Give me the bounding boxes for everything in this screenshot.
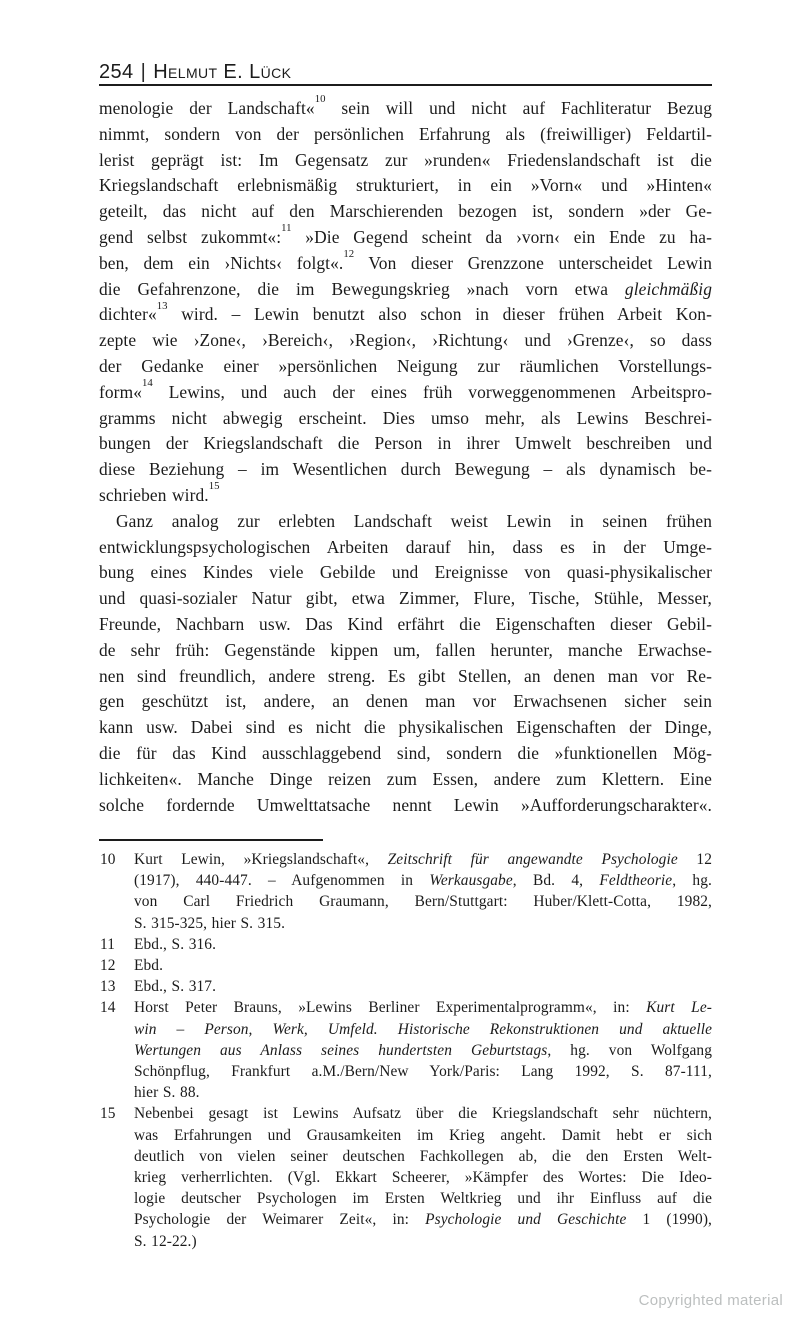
text-line: der Gedanke einer »persönlichen Neigung zur räumlichen Vorstellungs- <box>99 355 712 376</box>
text-line: kann usw. Dabei sind es nicht die physikalischen Eigenschaften der Dinge, <box>99 717 712 738</box>
text-line: diese Beziehung – im Wesentlichen durch Bewegung – als dynamisch be- <box>99 459 712 480</box>
page-header <box>99 61 291 84</box>
text-line: und quasi-sozialer Natur gibt, etwa Zimmer, Flure, Tische, Stühle, Messer, <box>99 588 712 609</box>
text-line: ben, dem ein ›Nichts‹ folgt«.$^{12}$ Von dieser Grenzzone unterscheidet Lewin <box>99 248 713 273</box>
footnote-text <box>134 934 712 955</box>
text-line: entwicklungspsychologischen Arbeiten darauf hin, dass es in der Umge- <box>99 536 712 557</box>
text-line: schrieben wird.$^{15}$ <box>99 480 220 505</box>
text-line: Ebd. <box>134 957 164 975</box>
text-line: gramms nicht abwegig erscheint. Dies umso mehr, als Lewins Beschrei- <box>99 407 712 428</box>
text-line: Kriegslandschaft erlebnismäßig strukturiert, in ein »Vorn« und »Hinten« <box>99 175 712 196</box>
footnote <box>99 934 712 955</box>
text-line: S. 315-325, hier S. 315. <box>134 914 286 932</box>
text-line: die für das Kind ausschlaggebend sind, sondern die »funktionellen Mög- <box>99 742 712 763</box>
text-line: Freunde, Nachbarn usw. Das Kind erfährt die Eigenschaften dieser Gebil- <box>99 613 712 634</box>
footnote <box>99 997 712 1103</box>
footnote-list <box>99 849 712 1252</box>
paragraph <box>99 93 713 509</box>
paragraph <box>99 509 712 819</box>
footnote-number: 15 <box>100 1105 116 1123</box>
text-line: S. 12-22.) <box>134 1232 197 1250</box>
text-line: bungen der Kriegslandschaft die Person in ihrer Umwelt beschreiben und <box>99 433 712 454</box>
footnote-number: 10 <box>100 851 116 868</box>
body-text <box>99 93 713 818</box>
text-line: gend selbst zukommt«:$^{11}$ »Die Gegend scheint da ›vorn‹ ein Ende zu ha- <box>99 222 712 247</box>
text-line: Wertungen aus Anlass seines hundertsten Geburtstags, hg. von Wolfgang <box>134 1041 713 1059</box>
text-line: logie deutscher Psychologen im Ersten Weltkrieg und ihr Einfluss auf die <box>134 1190 712 1208</box>
text-line: dichter«$^{13}$ wird. – Lewin benutzt also schon in dieser frühen Arbeit Kon- <box>99 299 712 325</box>
footnote <box>99 976 712 997</box>
footnote <box>99 849 712 934</box>
running-head-author: Helmut E. Lück <box>153 61 292 83</box>
text-line: zepte wie ›Zone‹, ›Bereich‹, ›Region‹, ›Richtung‹ und ›Grenze‹, so dass <box>99 330 712 351</box>
text-line: menologie der Landschaft«$^{10}$ sein will und nicht auf Fachliteratur Bezug <box>99 93 712 118</box>
footnote <box>99 955 712 976</box>
text-line: die Gefahrenzone, die im Bewegungskrieg »nach vorn etwa gleichmäßig <box>99 278 712 299</box>
text-line: geteilt, das nicht auf den Marschierenden bezogen ist, sondern »der Ge- <box>99 201 712 222</box>
footnote-text <box>134 997 712 1103</box>
text-line: de sehr früh: Gegenstände kippen um, fallen herunter, manche Erwachse- <box>99 639 712 660</box>
text-line: win – Person, Werk, Umfeld. Historische Rekonstruktionen und aktuelle <box>134 1020 712 1038</box>
footnote-text <box>134 849 712 934</box>
text-line: krieg verherrlichten. (Vgl. Ekkart Scheerer, »Kämpfer des Wortes: Die Ideo- <box>134 1169 712 1187</box>
footnote-number: 14 <box>100 999 116 1017</box>
text-line: Kurt Lewin, »Kriegslandschaft«, Zeitschrift für angewandte Psychologie 12 <box>134 851 712 868</box>
footnote-number: 13 <box>100 978 116 996</box>
header-divider: | <box>140 61 147 83</box>
copyright-watermark: Copyrighted material <box>638 1292 783 1309</box>
text-line: Ebd., S. 317. <box>134 978 217 996</box>
text-line: Schönpflug, Frankfurt a.M./Bern/New York/Paris: Lang 1992, S. 87-111, <box>134 1063 712 1081</box>
footnote-text <box>134 955 712 976</box>
text-line: gen geschützt ist, andere, an denen man vor Erwachsenen sicher sein <box>99 691 712 712</box>
header-rule <box>99 84 712 86</box>
text-line: Ganz analog zur erlebten Landschaft weist Lewin in seinen frühen <box>116 510 712 531</box>
text-line: form«$^{14}$ Lewins, und auch der eines früh vorweggenommenen Arbeitspro- <box>99 377 712 402</box>
page-number: 254 <box>99 61 134 83</box>
text-line: solche fordernde Umwelttatsache nennt Lewin »Aufforderungscharakter«. <box>99 794 712 815</box>
text-line: Ebd., S. 316. <box>134 935 217 953</box>
text-line: deutlich von vielen seiner deutschen Fachkollegen ab, die den Ersten Welt- <box>134 1147 712 1165</box>
text-line: nimmt, sondern von der persönlichen Erfahrung als (freiwilliger) Feldartil- <box>99 123 712 144</box>
footnote-number: 12 <box>100 957 116 975</box>
footnote-rule <box>99 839 323 841</box>
footnote-number: 11 <box>100 935 116 953</box>
text-line: nen sind freundlich, andere streng. Es gibt Stellen, an denen man vor Re- <box>99 665 712 686</box>
footnote-text <box>134 1103 712 1251</box>
text-line: lerist geprägt ist: Im Gegensatz zur »runden« Friedenslandschaft ist die <box>99 149 712 170</box>
text-line: was Erfahrungen und Grausamkeiten im Krieg angeht. Damit hebt er sich <box>134 1126 712 1144</box>
text-line: lichkeiten«. Manche Dinge reizen zum Essen, andere zum Klettern. Eine <box>99 768 712 789</box>
text-line: Horst Peter Brauns, »Lewins Berliner Experimentalprogramm«, in: Kurt Le- <box>134 999 712 1017</box>
footnote-text <box>134 976 712 997</box>
footnote <box>99 1103 712 1251</box>
text-line: Psychologie der Weimarer Zeit«, in: Psychologie und Geschichte 1 (1990), <box>134 1211 712 1229</box>
text-line: bung eines Kindes viele Gebilde und Ereignisse von quasi-physikalischer <box>99 562 712 583</box>
text-line: hier S. 88. <box>134 1084 200 1102</box>
text-line: von Carl Friedrich Graumann, Bern/Stuttgart: Huber/Klett-Cotta, 1982, <box>134 893 712 911</box>
text-line: Nebenbei gesagt ist Lewins Aufsatz über die Kriegslandschaft sehr nüchtern, <box>134 1105 712 1123</box>
text-line: (1917), 440-447. – Aufgenommen in Werkausgabe, Bd. 4, Feldtheorie, hg. <box>134 872 712 890</box>
